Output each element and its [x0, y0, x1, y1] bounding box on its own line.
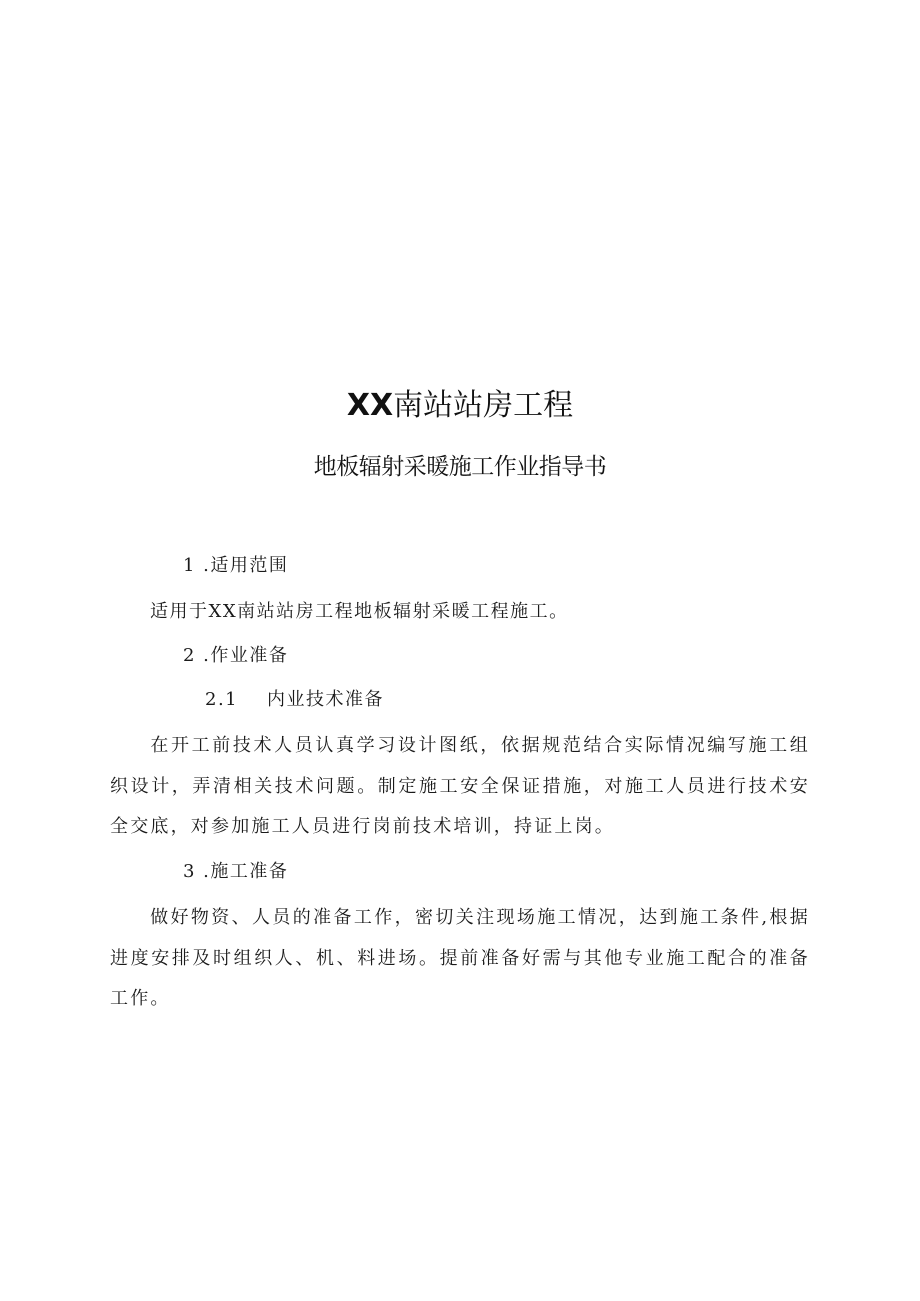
section-1-heading: 1 .适用范围 [183, 555, 289, 576]
title-prefix: XX [346, 388, 394, 423]
section-3-text: 做好物资、人员的准备工作，密切关注现场施工情况，达到施工条件,根据进度安排及时组织人、机、料进场。提前准备好需与其他专业施工配合的准备工作。 [110, 907, 810, 1009]
document-title [0, 382, 920, 430]
section-3-heading: 3 .施工准备 [183, 861, 289, 882]
section-1-text: 适用于XX南站站房工程地板辐射采暖工程施工。 [150, 601, 569, 622]
section-2-1-heading: 2.1 内业技术准备 [205, 689, 385, 710]
document-subtitle: 地板辐射采暖施工作业指导书 [313, 454, 607, 480]
section-2-heading: 2 .作业准备 [183, 645, 289, 666]
section-2-1-text: 在开工前技术人员认真学习设计图纸，依据规范结合实际情况编写施工组织设计，弄清相关技术问题。制定施工安全保证措施，对施工人员进行技术安全交底，对参加施工人员进行岗前技术培训，持证上岗。 [110, 735, 810, 837]
section-3-paragraph [110, 898, 810, 1020]
section-2-1-paragraph [110, 726, 810, 848]
title-rest: 南站站房工程 [393, 388, 574, 423]
